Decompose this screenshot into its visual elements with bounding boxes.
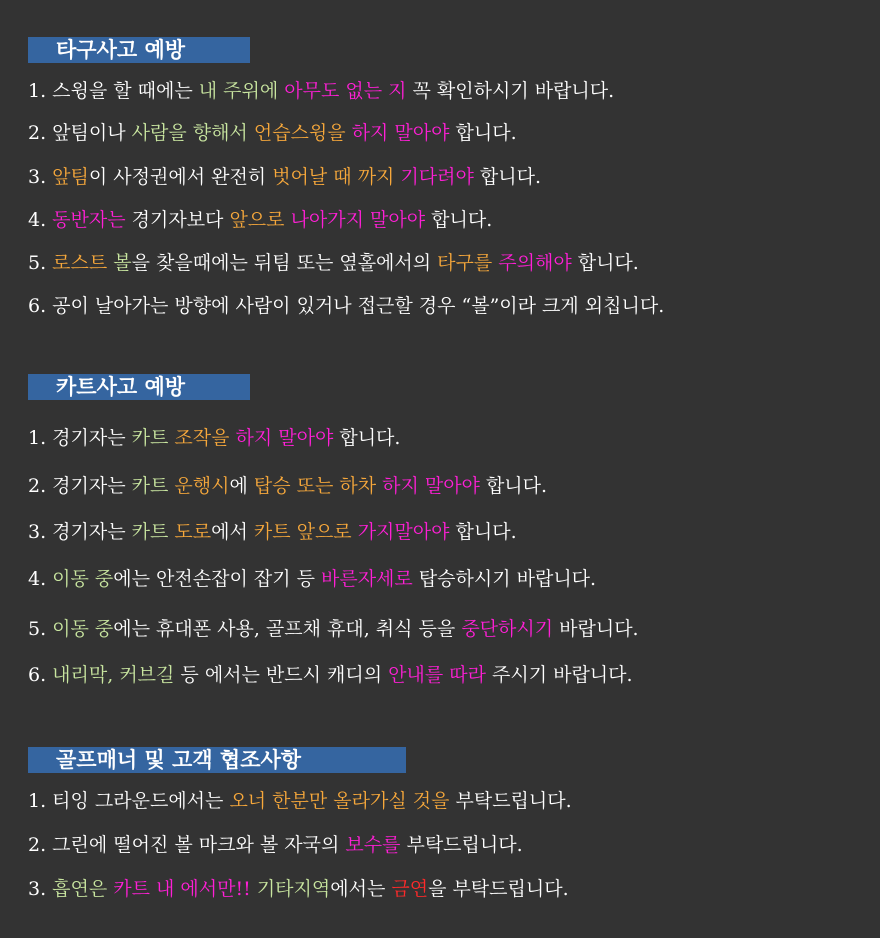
text-segment: 2. 경기자는 xyxy=(28,475,132,497)
text-segment: 카트 내 에서만!! xyxy=(113,878,251,900)
text-segment: 합니다. xyxy=(425,209,493,231)
cart-accident-section-item-3 xyxy=(28,519,517,545)
text-segment: 이동 중 xyxy=(52,618,114,640)
text-segment: 합니다. xyxy=(333,427,401,449)
manners-section-item-1 xyxy=(28,788,572,814)
text-segment: 흡연은 xyxy=(52,878,114,900)
text-segment: 하지 말아야 xyxy=(382,475,480,497)
text-segment: 4. xyxy=(28,209,53,231)
text-segment: 탑승하시기 바랍니다. xyxy=(412,568,597,590)
text-segment: 이 사정권에서 완전히 xyxy=(88,166,273,188)
text-segment: 을 찾을때에는 뒤팀 또는 옆홀에서의 xyxy=(131,252,438,274)
text-segment: 바른자세로 xyxy=(320,568,413,590)
text-segment: 을 부탁드립니다. xyxy=(428,878,569,900)
cart-accident-section-item-2 xyxy=(28,473,547,499)
batting-accident-section-item-2 xyxy=(28,120,517,146)
text-segment: 에서는 xyxy=(330,878,392,900)
text-segment: 기타지역 xyxy=(256,878,331,900)
text-segment: 주시기 바랍니다. xyxy=(485,664,633,686)
text-segment: 도로 xyxy=(174,521,212,543)
text-segment: 1. 경기자는 xyxy=(28,427,132,449)
text-segment: 금연 xyxy=(391,878,429,900)
text-segment: 합니다. xyxy=(449,521,517,543)
cart-accident-section-item-1 xyxy=(28,425,400,451)
text-segment: 동반자는 xyxy=(52,209,126,231)
text-segment: 내리막, 커브길 xyxy=(52,664,175,686)
text-segment: 3. xyxy=(28,878,53,900)
text-segment: 부탁드립니다. xyxy=(400,834,523,856)
text-segment: 에는 휴대폰 사용, 골프채 휴대, 취식 등을 xyxy=(113,618,462,640)
text-segment: 사람을 향해서 xyxy=(131,122,254,144)
text-segment: 1. 티잉 그라운드에서는 xyxy=(28,790,230,812)
text-segment: 3. 경기자는 xyxy=(28,521,132,543)
text-segment: 바랍니다. xyxy=(553,618,639,640)
text-segment: 합니다. xyxy=(479,475,548,497)
text-segment: 6. 공이 날아가는 방향에 사람이 있거나 접근할 경우 “볼”이라 크게 외칩니다. xyxy=(28,295,665,317)
text-segment: 등 에서는 반드시 캐디의 xyxy=(174,664,389,686)
batting-accident-section-item-4 xyxy=(28,207,492,233)
text-segment: 조작을 xyxy=(174,427,236,449)
text-segment: 에 xyxy=(229,475,254,497)
text-segment: 하지 말아야 xyxy=(235,427,334,449)
cart-accident-section-item-5 xyxy=(28,616,639,642)
text-segment: 에서 xyxy=(211,521,254,543)
text-segment: 중단하시기 xyxy=(461,618,554,640)
text-segment: 앞으로 xyxy=(229,209,291,231)
text-segment: 로스트 xyxy=(52,252,114,274)
manners-section-heading: 골프매너 및 고객 협조사항 xyxy=(28,747,406,773)
text-segment: 합니다. xyxy=(449,122,517,144)
text-segment: 앞팀 xyxy=(52,166,89,188)
text-segment: 주의해야 xyxy=(498,252,572,274)
text-segment: 타구를 xyxy=(437,252,499,274)
text-segment: 이동 중 xyxy=(52,568,114,590)
text-segment: 부탁드립니다. xyxy=(449,790,572,812)
text-segment: 나아가지 말아야 xyxy=(290,209,426,231)
text-segment: 3. xyxy=(28,166,53,188)
text-segment: 언습스윙을 xyxy=(253,122,352,144)
batting-accident-section-item-3 xyxy=(28,164,541,190)
text-segment: 카트 xyxy=(131,475,175,497)
text-segment: 카트 xyxy=(131,521,175,543)
text-segment: 4. xyxy=(28,568,53,590)
text-segment: 2. 앞팀이나 xyxy=(28,122,132,144)
cart-accident-section-item-6 xyxy=(28,662,633,688)
text-segment: 합니다. xyxy=(571,252,639,274)
text-segment: 2. 그린에 떨어진 볼 마크와 볼 자국의 xyxy=(28,834,346,856)
batting-accident-section-item-5 xyxy=(28,250,639,276)
cart-accident-section-heading: 카트사고 예방 xyxy=(28,374,250,400)
cart-accident-section-item-4 xyxy=(28,566,596,592)
text-segment: 탑승 또는 하차 xyxy=(253,475,383,497)
text-segment: 가지말아야 xyxy=(357,521,450,543)
batting-accident-section-heading: 타구사고 예방 xyxy=(28,37,250,63)
text-segment: 보수를 xyxy=(345,834,401,856)
text-segment: 아무도 없는 지 xyxy=(284,80,407,102)
text-segment: 합니다. xyxy=(473,166,542,188)
text-segment: 카트 xyxy=(131,427,175,449)
manners-section-item-2 xyxy=(28,832,523,858)
text-segment: 6. xyxy=(28,664,53,686)
text-segment: 안내를 따라 xyxy=(388,664,486,686)
text-segment: 기다려야 xyxy=(400,166,474,188)
text-segment: 카트 앞으로 xyxy=(253,521,358,543)
text-segment: 경기자보다 xyxy=(125,209,230,231)
text-segment: 내 주위에 xyxy=(198,80,285,102)
text-segment: 5. xyxy=(28,618,53,640)
text-segment: 오너 한분만 올라가실 것을 xyxy=(229,790,450,812)
text-segment: 에는 안전손잡이 잡기 등 xyxy=(113,568,321,590)
batting-accident-section-item-1 xyxy=(28,78,614,104)
manners-section-item-3 xyxy=(28,876,569,902)
text-segment: 꼭 확인하시기 바랍니다. xyxy=(406,80,615,102)
text-segment: 1. 스윙을 할 때에는 xyxy=(28,80,199,102)
text-segment: 5. xyxy=(28,252,53,274)
text-segment: 벗어날 때 까지 xyxy=(272,166,401,188)
text-segment: 하지 말아야 xyxy=(351,122,450,144)
batting-accident-section-item-6 xyxy=(28,293,664,319)
text-segment: 볼 xyxy=(113,252,132,274)
text-segment: 운행시 xyxy=(174,475,230,497)
